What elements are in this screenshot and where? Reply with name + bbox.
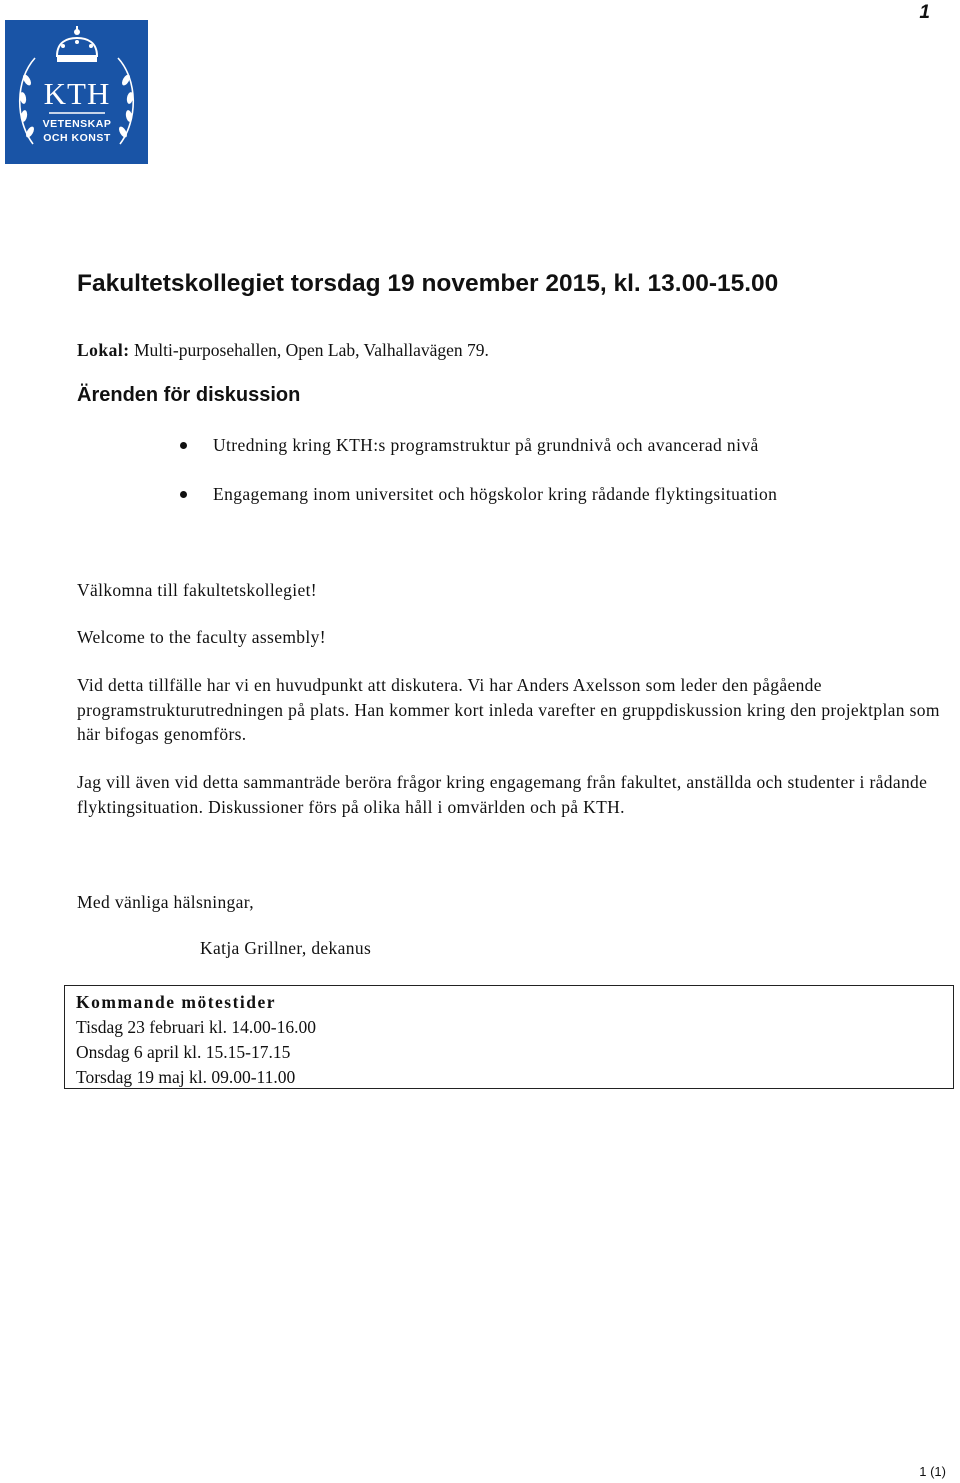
paragraph-refugee-topic: Jag vill även vid detta sammanträde beröra frågor kring engagemang från fakultet, anställda och studenter i rådande flyktingsituation. Diskussioner förs på olika håll i omvärlden och på KTH. xyxy=(77,772,928,817)
logo-line1: VETENSKAP xyxy=(42,118,112,130)
meeting-date: Tisdag 23 februari kl. 14.00-16.00 xyxy=(76,1017,316,1037)
upcoming-heading: Kommande mötestider xyxy=(76,992,277,1012)
bullet-icon xyxy=(180,442,187,449)
logo-line2: OCH KONST xyxy=(43,132,111,144)
location-line xyxy=(77,340,489,361)
kth-logo xyxy=(5,20,148,164)
agenda-list xyxy=(180,435,777,533)
page-number: 1 xyxy=(919,2,930,23)
page-title: Fakultetskollegiet torsdag 19 november 2015, kl. 13.00-15.00 xyxy=(77,270,779,297)
greeting: Välkomna till fakultetskollegiet! xyxy=(77,580,317,600)
paragraph-main-topic: Vid detta tillfälle har vi en huvudpunkt att diskutera. Vi har Anders Axelsson som leder den pågående programstrukturutredningen på plats. Han kommer kort inleda varefter en gruppdiskussion kring den projektplan som här bifogas genomförs. xyxy=(77,675,940,744)
footer-page-count: 1 (1) xyxy=(919,1464,946,1479)
agenda-item xyxy=(180,435,777,484)
meeting-date: Torsdag 19 maj kl. 09.00-11.00 xyxy=(76,1067,296,1087)
closing-regards: Med vänliga hälsningar, xyxy=(77,892,254,912)
logo-brand: KTH xyxy=(43,76,111,111)
location-value: Multi-purposehallen, Open Lab, Valhallavägen 79. xyxy=(133,340,489,360)
agenda-heading: Ärenden för diskussion xyxy=(77,384,301,406)
agenda-item-text: Utredning kring KTH:s programstruktur på grundnivå och avancerad nivå xyxy=(213,435,759,455)
upcoming-meetings-box xyxy=(64,985,954,1089)
location-label: Lokal: xyxy=(77,340,130,360)
agenda-item-text: Engagemang inom universitet och högskolor kring rådande flyktingsituation xyxy=(213,484,778,504)
meeting-date: Onsdag 6 april kl. 15.15-17.15 xyxy=(76,1042,291,1062)
signature: Katja Grillner, dekanus xyxy=(200,938,372,958)
bullet-icon xyxy=(180,491,187,498)
agenda-item xyxy=(180,484,777,533)
kth-seal-icon xyxy=(5,20,148,164)
welcome-line: Welcome to the faculty assembly! xyxy=(77,627,326,647)
